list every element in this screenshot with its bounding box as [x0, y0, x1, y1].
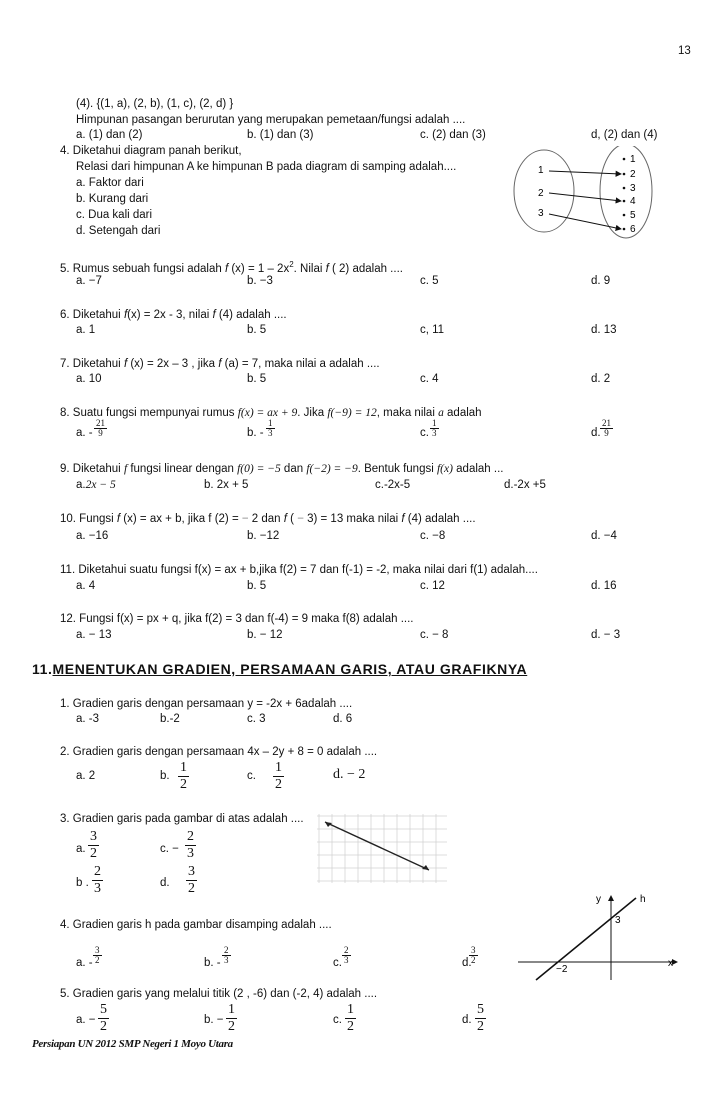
- s3-option-d-fraction: $\frac{3}{2}$: [188, 864, 195, 896]
- q4-option-d: d. Setengah dari: [76, 225, 161, 237]
- q11-question: 11. Diketahui suatu fungsi f(x) = ax + b,jika f(2) = 7 dan f(-1) = -2, maka nilai dari f(1) adalah....: [60, 564, 538, 576]
- q12-option-d: d. − 3: [591, 629, 621, 641]
- s2-option-c-label: c.: [247, 770, 256, 782]
- s5-question: 5. Gradien garis yang melalui titik (2 , -6) dan (-2, 4) adalah ....: [60, 988, 378, 1000]
- q5-option-a: a. −7: [76, 275, 102, 287]
- s5-option-a-fraction: $\frac{5}{2}$: [100, 1002, 107, 1034]
- q4-option-a: a. Faktor dari: [76, 177, 144, 189]
- q8-question: 8. Suatu fungsi mempunyai rumus f(x) = ax + 9. Jika f(−9) = 12, maka nilai a adalah: [60, 407, 482, 419]
- s3-option-a-label: a.: [76, 843, 86, 855]
- s5-option-d-label: d.: [462, 1014, 472, 1026]
- set-a-2: 2: [538, 188, 544, 199]
- q3-option-d: d, (2) dan (4): [591, 129, 658, 141]
- s4-option-d-label: d.: [462, 957, 472, 969]
- q6-option-a: a. 1: [76, 324, 96, 336]
- s3-question: 3. Gradien garis pada gambar di atas adalah ....: [60, 813, 304, 825]
- s1-option-a: a. -3: [76, 713, 100, 725]
- set-a-3: 3: [538, 208, 544, 219]
- s5-option-b-label: b. −: [204, 1014, 224, 1026]
- q10-option-d: d. −4: [591, 530, 617, 542]
- s2-option-c-fraction: $\frac{1}{2}$: [275, 760, 282, 792]
- q7-question: 7. Diketahui f (x) = 2x – 3 , jika f (a) = 7, maka nilai a adalah ....: [60, 358, 380, 370]
- section-heading: 11.MENENTUKAN GRADIEN, PERSAMAAN GARIS, ATAU GRAFIKNYA: [32, 661, 528, 677]
- q7-option-a: a. 10: [76, 373, 102, 385]
- set-a-ellipse: [514, 150, 574, 232]
- s4-axis-graph: [518, 890, 683, 982]
- q11-option-c: c. 12: [420, 580, 445, 592]
- q12-option-a: a. − 13: [76, 629, 112, 641]
- q4-question: Relasi dari himpunan A ke himpunan B pada diagram di samping adalah....: [76, 161, 457, 173]
- set-b-5: 5: [630, 210, 636, 221]
- graph-label-3: 3: [615, 915, 621, 926]
- q5-option-d: d. 9: [591, 275, 611, 287]
- q8-option-d-fraction: $\frac{21}{9}$: [602, 418, 611, 438]
- q5-question: 5. Rumus sebuah fungsi adalah f $(x) = 1 - 2x^2$. Nilai f ( 2) adalah ....: [60, 260, 403, 275]
- q7-option-b: b. 5: [247, 373, 267, 385]
- q3-option-c: c. (2) dan (3): [420, 129, 486, 141]
- s4-option-b-label: b. -: [204, 957, 221, 969]
- q10-option-c: c. −8: [420, 530, 446, 542]
- q3-question: Himpunan pasangan berurutan yang merupakan pemetaan/fungsi adalah ....: [76, 114, 466, 126]
- q8-option-c-fraction: $\frac{1}{3}$: [432, 418, 437, 438]
- q9-option-c: c.-2x-5: [375, 479, 411, 491]
- s4-option-b-fraction: $\frac{2}{3}$: [224, 945, 229, 965]
- q9-option-b: b. 2x + 5: [204, 479, 249, 491]
- set-b-2: 2: [630, 169, 636, 180]
- s2-option-b-label: b.: [160, 770, 170, 782]
- page-number: 13: [678, 45, 691, 57]
- q4-option-b: b. Kurang dari: [76, 193, 149, 205]
- s1-option-b: b.-2: [160, 713, 180, 725]
- s3-option-b-fraction: $\frac{2}{3}$: [94, 864, 101, 896]
- s5-option-c-fraction: $\frac{1}{2}$: [347, 1002, 354, 1034]
- q7-option-c: c. 4: [420, 373, 439, 385]
- set-a-1: 1: [538, 165, 544, 176]
- set-b-ellipse: [600, 146, 652, 238]
- s2-option-d: d. − 2: [333, 767, 366, 782]
- arrow-diagram: [505, 146, 675, 244]
- q8-option-d-label: d.: [591, 427, 601, 439]
- q10-question: 10. Fungsi f (x) = ax + b, jika f (2) = − 2 dan f ( − 3) = 13 maka nilai f (4) adalah ....: [60, 513, 476, 525]
- q3-item-4: (4). {(1, a), (2, b), (1, c), (2, d) }: [76, 98, 234, 110]
- q12-option-b: b. − 12: [247, 629, 283, 641]
- line-h: [536, 898, 636, 980]
- q3-option-b: b. (1) dan (3): [247, 129, 314, 141]
- q6-question: 6. Diketahui f(x) = 2x - 3, nilai f (4) adalah ....: [60, 309, 287, 321]
- q9-option-a: a.2x − 5: [76, 479, 116, 491]
- footer-text: Persiapan UN 2012 SMP Negeri 1 Moyo Utara: [32, 1038, 233, 1050]
- s4-option-a-label: a. -: [76, 957, 93, 969]
- set-b-4: 4: [630, 196, 636, 207]
- s1-question: 1. Gradien garis dengan persamaan y = -2x + 6adalah ....: [60, 698, 353, 710]
- q10-option-b: b. −12: [247, 530, 280, 542]
- s4-option-c-fraction: $\frac{2}{3}$: [344, 945, 349, 965]
- q12-question: 12. Fungsi f(x) = px + q, jika f(2) = 3 dan f(-4) = 9 maka f(8) adalah ....: [60, 613, 414, 625]
- graph-label-x: x: [668, 958, 673, 969]
- s5-option-b-fraction: $\frac{1}{2}$: [228, 1002, 235, 1034]
- q8-option-b-fraction: $\frac{1}{3}$: [268, 418, 273, 438]
- s5-option-d-fraction: $\frac{5}{2}$: [477, 1002, 484, 1034]
- q5-option-c: c. 5: [420, 275, 439, 287]
- set-b-6: 6: [630, 224, 636, 235]
- s3-option-c-label: c. −: [160, 843, 179, 855]
- s5-option-a-label: a. −: [76, 1014, 96, 1026]
- s3-option-b-label: b .: [76, 877, 89, 889]
- s3-option-a-fraction: $\frac{3}{2}$: [90, 829, 97, 861]
- q6-option-b: b. 5: [247, 324, 267, 336]
- s4-option-c-label: c.: [333, 957, 342, 969]
- q4-option-c: c. Dua kali dari: [76, 209, 153, 221]
- s5-option-c-label: c.: [333, 1014, 342, 1026]
- q4-title: 4. Diketahui diagram panah berikut,: [60, 145, 242, 157]
- q8-option-c-label: c.: [420, 427, 429, 439]
- graph-label-minus-2: −2: [556, 964, 568, 975]
- q3-option-a: a. (1) dan (2): [76, 129, 143, 141]
- s3-line-graph: [317, 814, 449, 884]
- s3-option-d-label: d.: [160, 877, 170, 889]
- set-b-3: 3: [630, 183, 636, 194]
- s2-option-a: a. 2: [76, 770, 96, 782]
- q5-option-b: b. −3: [247, 275, 273, 287]
- q12-option-c: c. − 8: [420, 629, 449, 641]
- q10-option-a: a. −16: [76, 530, 109, 542]
- q8-option-b-label: b. -: [247, 427, 264, 439]
- s4-option-d-fraction: $\frac{3}{2}$: [471, 945, 476, 965]
- graph-label-h: h: [640, 894, 646, 905]
- s4-question: 4. Gradien garis h pada gambar disamping adalah ....: [60, 919, 332, 931]
- s3-option-c-fraction: $\frac{2}{3}$: [187, 829, 194, 861]
- s1-option-d: d. 6: [333, 713, 353, 725]
- set-b-1: 1: [630, 154, 636, 165]
- graph-label-y: y: [596, 894, 601, 905]
- q8-option-a-fraction: $\frac{21}{9}$: [96, 418, 105, 438]
- q9-question: 9. Diketahui f fungsi linear dengan f(0) = −5 dan f(−2) = −9. Bentuk fungsi f(x) adalah ...: [60, 463, 504, 475]
- q8-option-a-label: a. -: [76, 427, 93, 439]
- q9-option-d: d.-2x +5: [504, 479, 546, 491]
- s2-question: 2. Gradien garis dengan persamaan 4x – 2y + 8 = 0 adalah ....: [60, 746, 378, 758]
- q11-option-b: b. 5: [247, 580, 267, 592]
- q6-option-c: c, 11: [420, 324, 445, 336]
- s2-option-b-fraction: $\frac{1}{2}$: [180, 760, 187, 792]
- s4-option-a-fraction: $\frac{3}{2}$: [95, 945, 100, 965]
- s1-option-c: c. 3: [247, 713, 266, 725]
- q11-option-a: a. 4: [76, 580, 96, 592]
- q6-option-d: d. 13: [591, 324, 617, 336]
- q7-option-d: d. 2: [591, 373, 611, 385]
- q11-option-d: d. 16: [591, 580, 617, 592]
